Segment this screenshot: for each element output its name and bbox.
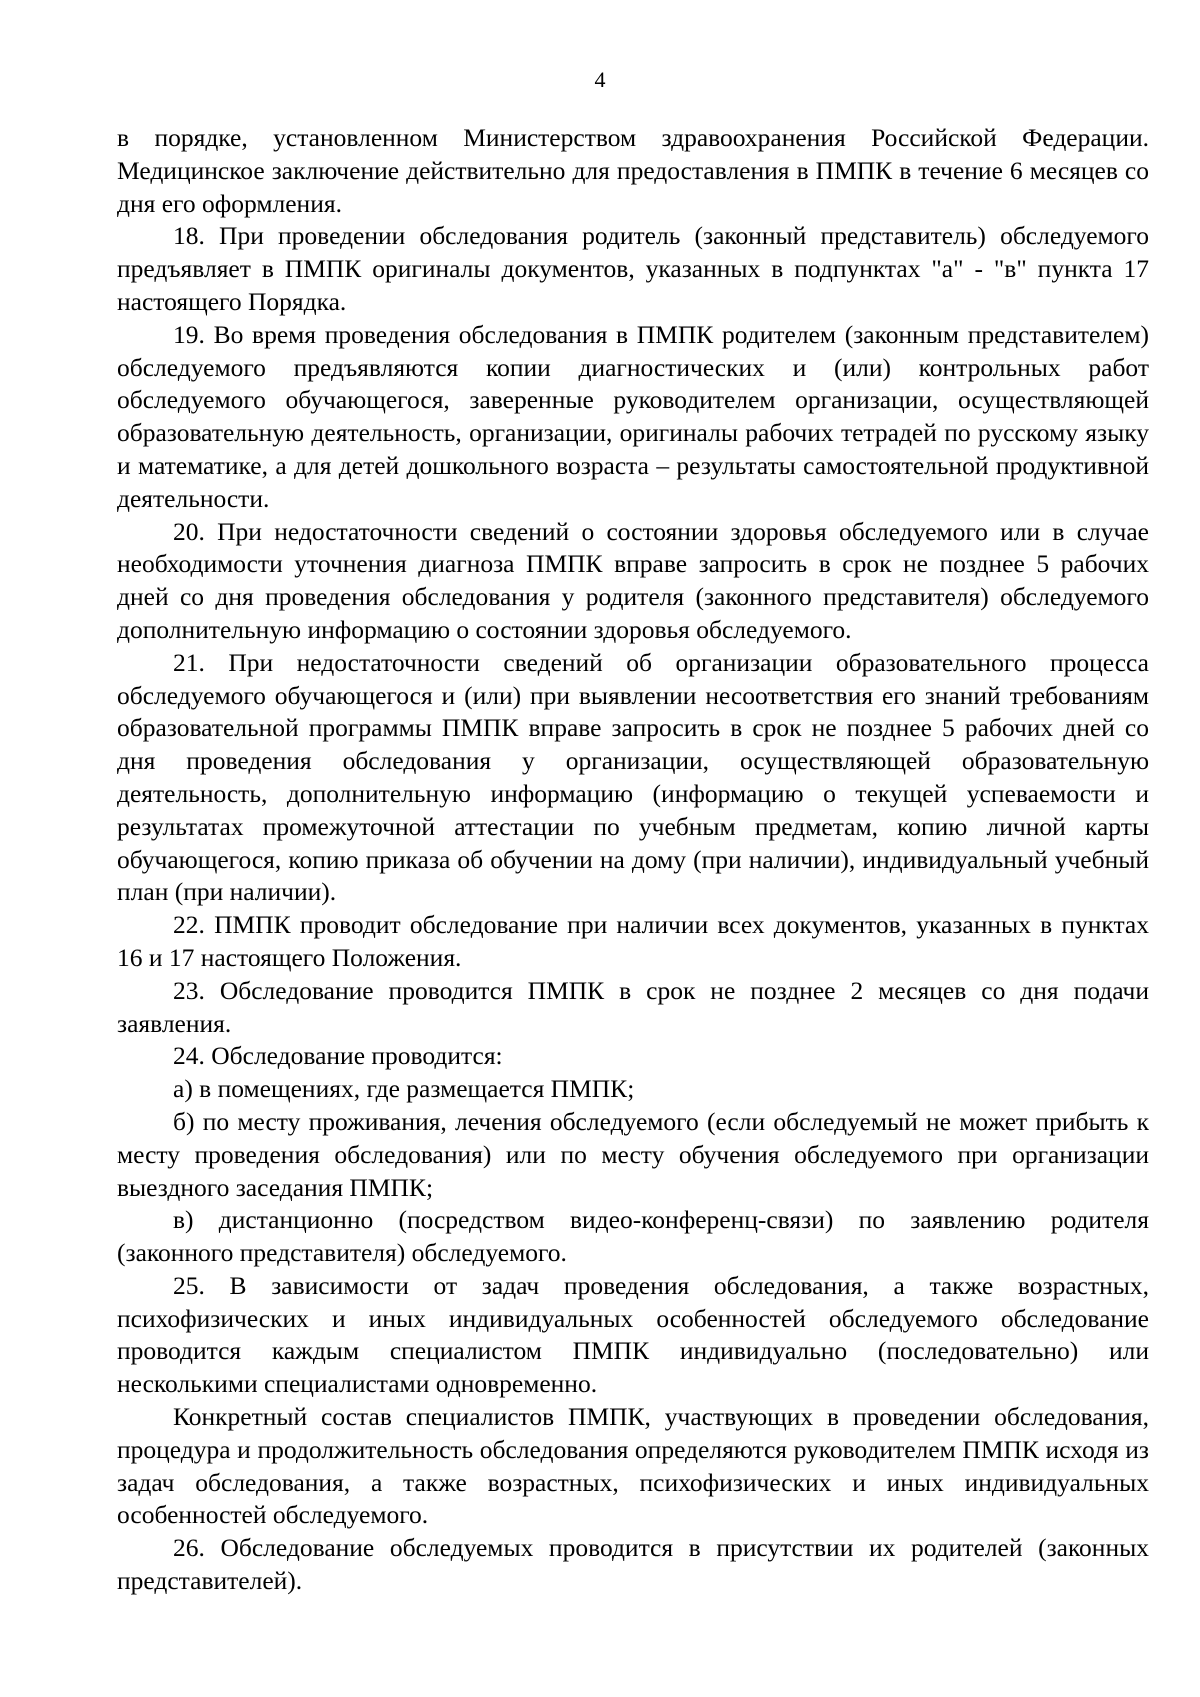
paragraph-21: 21. При недостаточности сведений об организации образовательного процесса обследуемого обучающегося и (или) при выявлении несоответствия его знаний требованиям образовательной программы ПМПК вправе запросить в срок не позднее 5 рабочих дней со дня проведения обследования у организации, осуществляющей образовательную деятельность, дополнительную информацию (информацию о текущей успеваемости и результатах промежуточной аттестации по учебным предметам, копию личной карты обучающегося, копию приказа об обучении на дому (при наличии), индивидуальный учебный план (при наличии). [117,647,1149,907]
paragraph-19: 19. Во время проведения обследования в ПМПК родителем (законным представителем) обследуемого предъявляются копии диагностических и (или) контрольных работ обследуемого обучающегося, заверенные руководителем организации, осуществляющей образовательную деятельность, организации, оригиналы рабочих тетрадей по русскому языку и математике, а для детей дошкольного возраста – результаты самостоятельной продуктивной деятельности. [117,319,1149,513]
paragraph-24-item-b: б) по месту проживания, лечения обследуемого (если обследуемый не может прибыть к месту проведения обследования) или по месту обучения обследуемого при организации выездного заседания ПМПК; [117,1106,1149,1202]
paragraph-20: 20. При недостаточности сведений о состоянии здоровья обследуемого или в случае необходимости уточнения диагноза ПМПК вправе запросить в срок не позднее 5 рабочих дней со дня проведения обследования у родителя (законного представителя) обследуемого дополнительную информацию о состоянии здоровья обследуемого. [117,516,1149,644]
paragraph-18: 18. При проведении обследования родитель (законный представитель) обследуемого предъявляет в ПМПК оригиналы документов, указанных в подпунктах "а" - "в" пункта 17 настоящего Порядка. [117,221,1149,316]
page-number: 4 [594,67,606,92]
paragraph-22: 22. ПМПК проводит обследование при наличии всех документов, указанных в пунктах 16 и 17 настоящего Положения. [117,910,1149,972]
paragraph-23: 23. Обследование проводится ПМПК в срок не позднее 2 месяцев со дня подачи заявления. [117,975,1149,1038]
paragraph-24-item-v: в) дистанционно (посредством видео-конференц-связи) по заявлению родителя (законного представителя) обследуемого. [117,1205,1149,1268]
paragraph-continuation: в порядке, установленном Министерством здравоохранения Российской Федерации. Медицинское заключение действительно для предоставления в ПМПК в течение 6 месяцев со дня его оформления. [117,123,1149,218]
paragraph-25-specialists: Конкретный состав специалистов ПМПК, участвующих в проведении обследования, процедура и продолжительность обследования определяются руководителем ПМПК исходя из задач обследования, а также возрастных, психофизических и иных индивидуальных особенностей обследуемого. [117,1402,1149,1530]
paragraph-24: 24. Обследование проводится: [173,1041,503,1071]
document-body [117,122,1149,1598]
paragraph-26: 26. Обследование обследуемых проводится в присутствии их родителей (законных представителей). [117,1533,1149,1596]
paragraph-24-item-a: а) в помещениях, где размещается ПМПК; [173,1074,635,1104]
paragraph-25: 25. В зависимости от задач проведения обследования, а также возрастных, психофизических и иных индивидуальных особенностей обследуемого обследование проводится каждым специалистом ПМПК индивидуально (последовательно) или несколькими специалистами одновременно. [117,1270,1149,1399]
